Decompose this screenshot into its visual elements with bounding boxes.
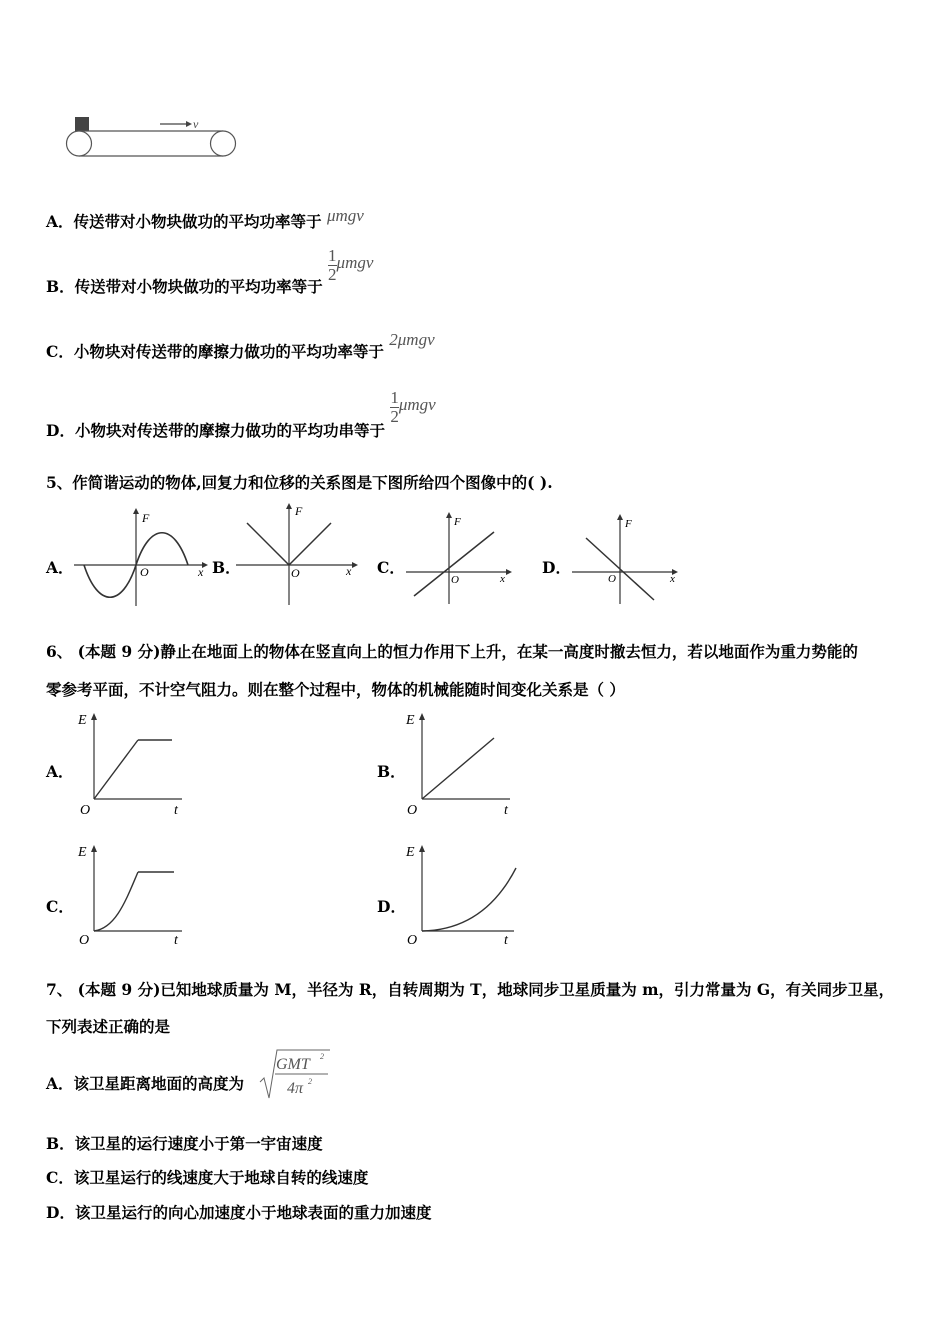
q7-stem-line2: 下列表述正确的是 xyxy=(46,1017,171,1036)
svg-text:O: O xyxy=(407,803,418,818)
svg-text:O: O xyxy=(291,566,300,580)
svg-text:O: O xyxy=(608,573,616,585)
svg-text:O: O xyxy=(79,933,90,948)
svg-text:E: E xyxy=(406,713,415,728)
svg-text:x: x xyxy=(670,573,675,585)
svg-text:2: 2 xyxy=(320,1052,324,1061)
q4-option-c: C．小物块对传送带的摩擦力做功的平均功率等于 2μmgv xyxy=(46,330,435,361)
svg-text:O: O xyxy=(407,933,418,948)
q6-graph-c-curve-then-flat xyxy=(76,840,188,950)
svg-text:x: x xyxy=(346,564,352,578)
svg-text:2: 2 xyxy=(308,1077,312,1086)
fraction-half: $\frac{1}{2}$ xyxy=(328,246,337,284)
svg-text:t: t xyxy=(504,933,508,948)
svg-text:F: F xyxy=(454,516,461,528)
q6-graph-b-linear xyxy=(404,708,516,818)
q5-graph-d-negative-slope xyxy=(568,514,684,606)
svg-text:O: O xyxy=(451,574,459,586)
conveyor-belt-figure xyxy=(60,110,250,166)
velocity-label: v xyxy=(193,117,199,131)
q7-stem-line1: 7、 (本题 9 分)已知地球质量为 M，半径为 R，自转周期为 T，地球同步卫星质量为 m，引力常量为 G，有关同步卫星， xyxy=(46,980,895,999)
svg-text:F: F xyxy=(295,504,303,518)
svg-text:x: x xyxy=(198,565,204,579)
q5-stem: 5、作简谐运动的物体,回复力和位移的关系图是下图所给四个图像中的( ). xyxy=(46,473,553,492)
svg-text:4π: 4π xyxy=(287,1080,304,1097)
svg-text:t: t xyxy=(174,803,178,818)
q7-option-a: A．该卫星距离地面的高度为 xyxy=(46,1074,245,1093)
svg-text:F: F xyxy=(625,518,632,530)
q7-option-d: D．该卫星运行的向心加速度小于地球表面的重力加速度 xyxy=(46,1203,432,1222)
q5-graph-b-v-shape xyxy=(232,503,362,607)
q5-label-c: C． xyxy=(377,558,405,577)
q4-option-d: D．小物块对传送带的摩擦力做功的平均功串等于 $\frac{1}{2}$ μmgv xyxy=(46,388,436,440)
q7-sqrt-formula xyxy=(258,1046,332,1102)
svg-text:t: t xyxy=(504,803,508,818)
svg-text:GMT: GMT xyxy=(276,1056,310,1073)
q6-label-c: C． xyxy=(46,897,74,916)
q4-option-a: A．传送带对小物块做功的平均功率等于 μmgv xyxy=(46,206,364,231)
q6-graph-d-parabola xyxy=(404,840,522,950)
svg-text:E: E xyxy=(78,845,87,860)
svg-text:F: F xyxy=(142,511,150,525)
block xyxy=(75,117,89,131)
svg-text:x: x xyxy=(500,573,505,585)
q6-stem-line2: 零参考平面，不计空气阻力。则在整个过程中，物体的机械能随时间变化关系是（ ） xyxy=(46,680,625,699)
q5-label-d: D． xyxy=(542,558,571,577)
q7-option-b: B．该卫星的运行速度小于第一宇宙速度 xyxy=(46,1134,323,1153)
q6-label-d: D． xyxy=(377,897,406,916)
svg-text:E: E xyxy=(406,845,415,860)
q6-label-b: B． xyxy=(377,762,406,781)
q5-label-a: A． xyxy=(46,558,74,577)
q6-stem-line1: 6、 (本题 9 分)静止在地面上的物体在竖直向上的恒力作用下上升，在某一高度时撤去恒力，若以地面作为重力势能的 xyxy=(46,642,858,661)
svg-text:t: t xyxy=(174,933,178,948)
svg-text:E: E xyxy=(78,713,87,728)
q6-graph-a-linear-then-flat xyxy=(76,708,188,818)
q5-label-b: B． xyxy=(212,558,241,577)
q5-graph-c-positive-slope xyxy=(402,512,518,606)
q4-option-b: B．传送带对小物块做功的平均功率等于 $\frac{1}{2}$ μmgv xyxy=(46,246,374,296)
fraction-half: $\frac{1}{2}$ xyxy=(390,388,399,426)
svg-text:O: O xyxy=(140,565,149,579)
q5-graph-a-sine xyxy=(70,508,210,608)
q6-label-a: A． xyxy=(46,762,74,781)
q7-option-c: C．该卫星运行的线速度大于地球自转的线速度 xyxy=(46,1168,369,1187)
svg-text:O: O xyxy=(80,803,91,818)
